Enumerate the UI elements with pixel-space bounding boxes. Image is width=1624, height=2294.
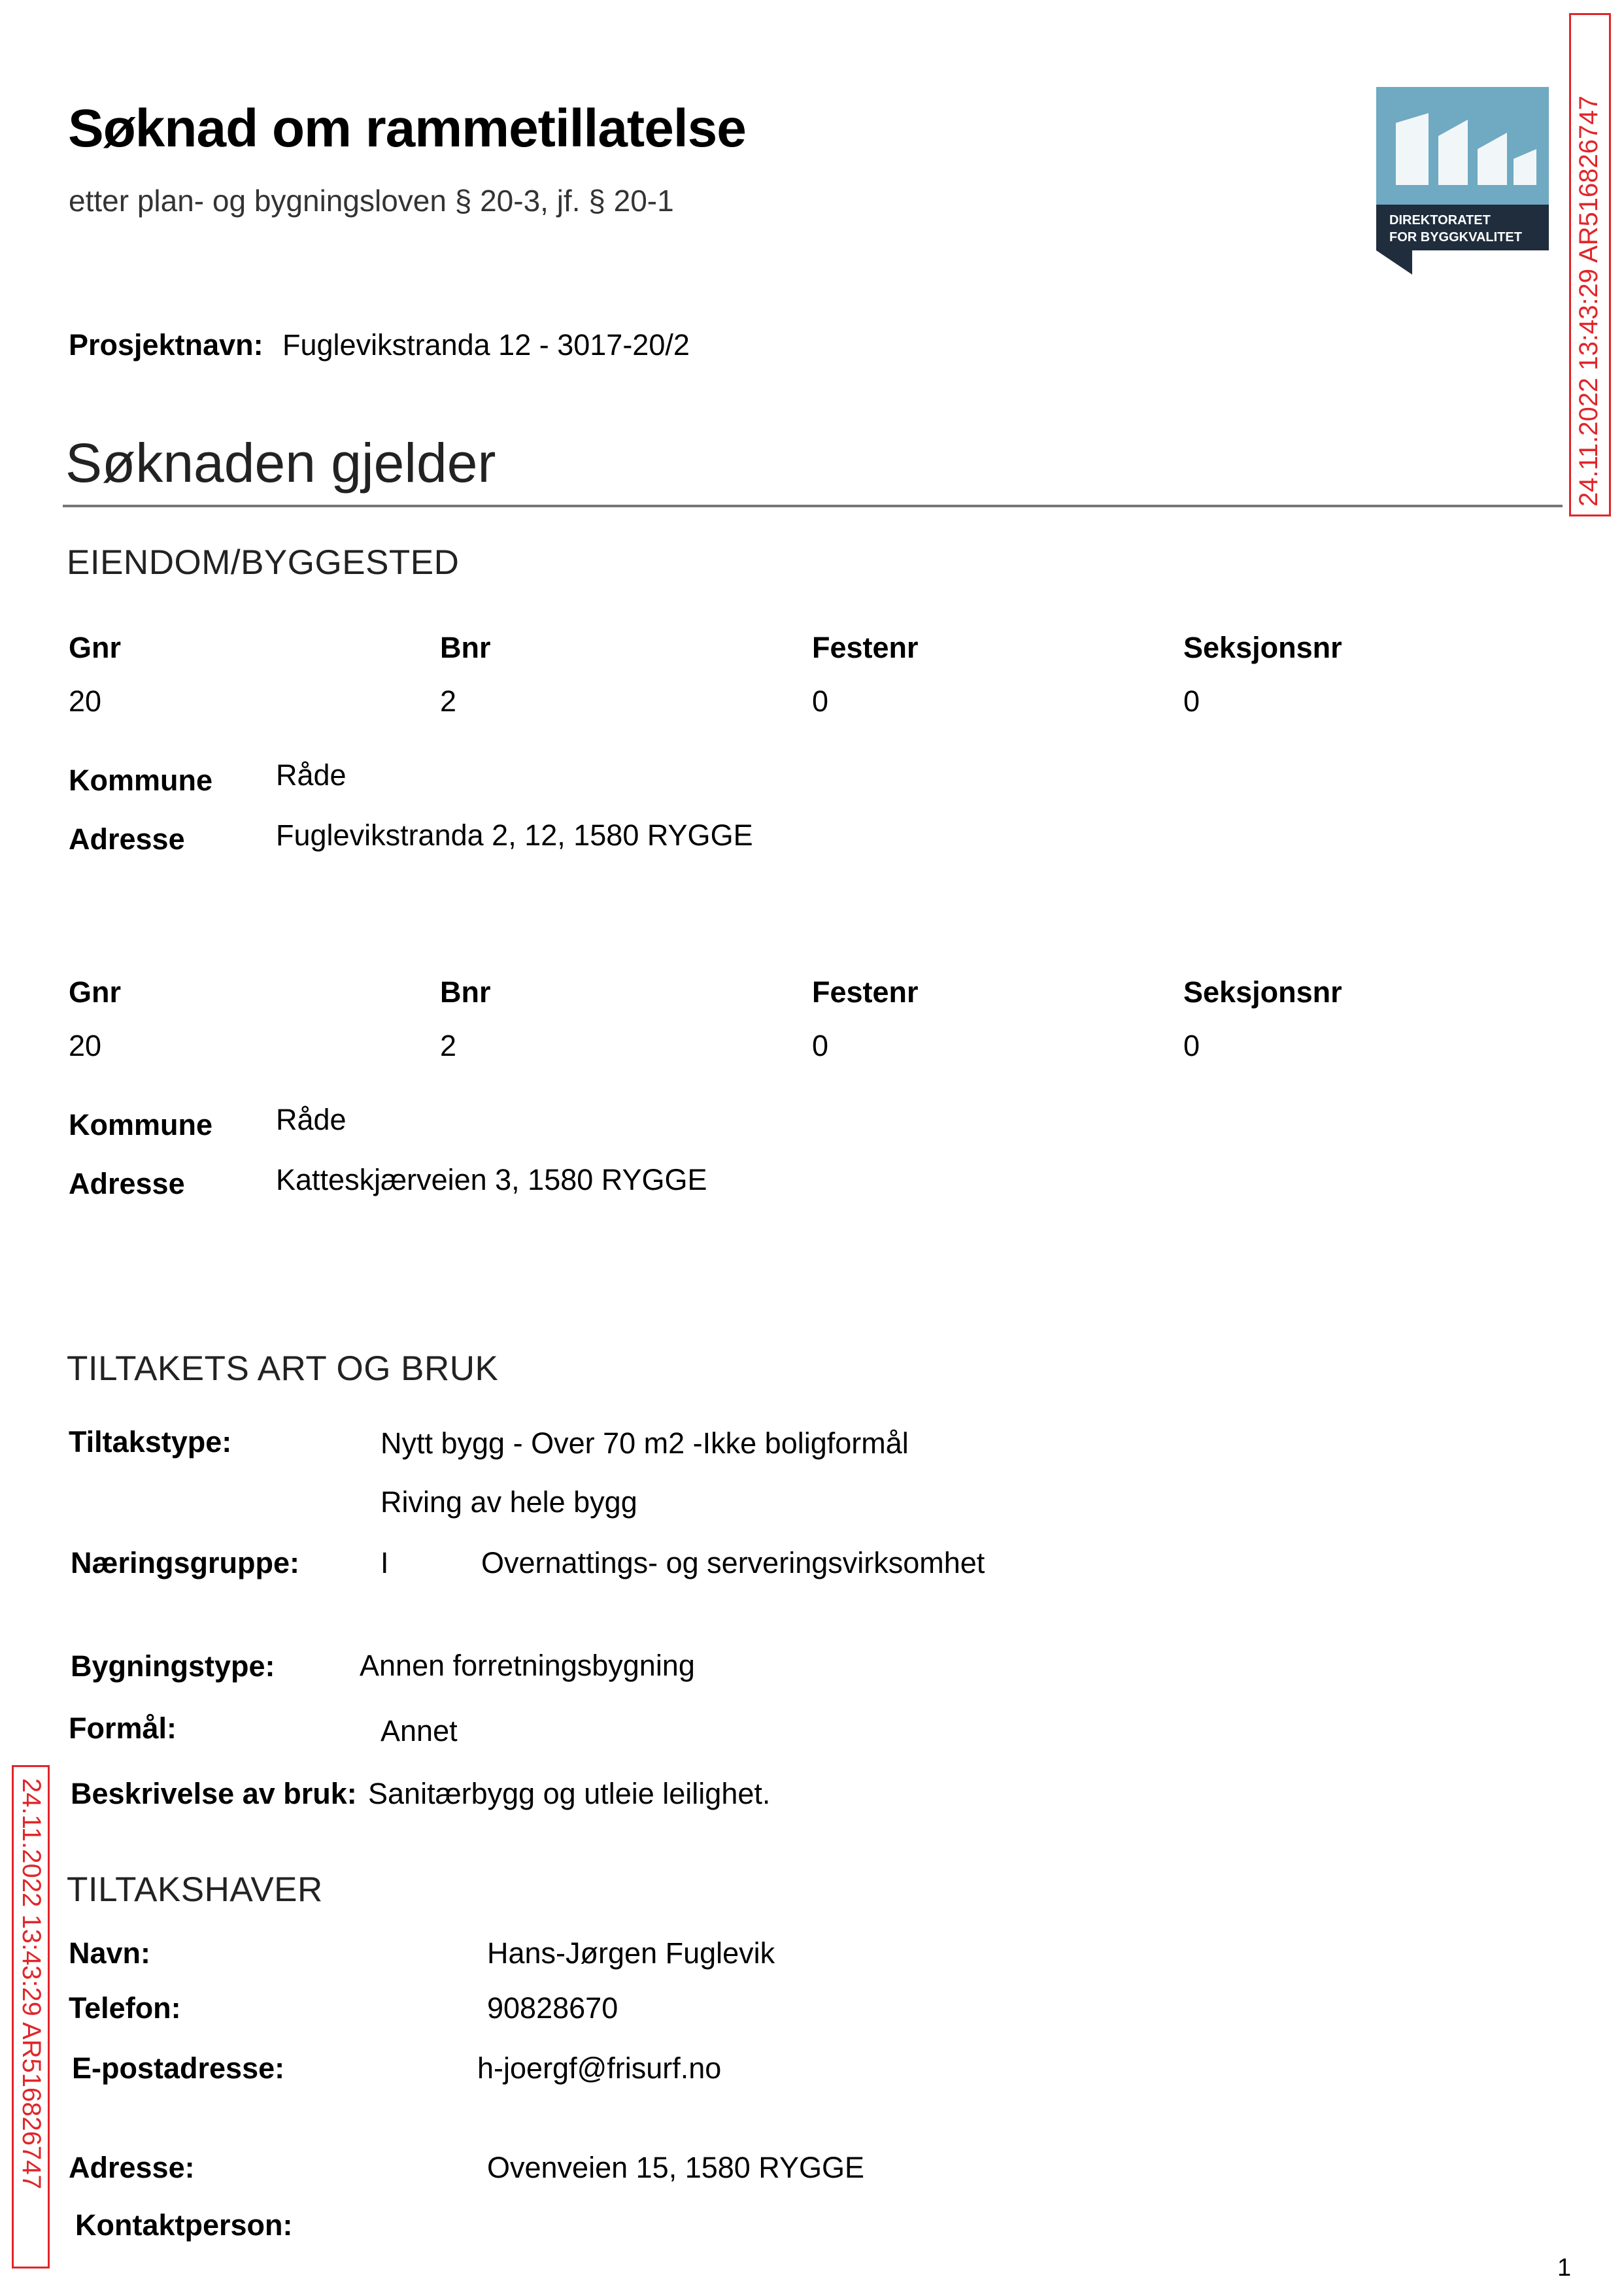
telefon-label: Telefon: — [69, 1991, 181, 2025]
col-gnr: Gnr — [69, 975, 122, 1009]
festenr-value: 0 — [812, 1029, 829, 1062]
epost-label: E-postadresse: — [72, 2051, 285, 2085]
naeringsgruppe-label: Næringsgruppe: — [71, 1546, 300, 1579]
formal-label: Formål: — [69, 1712, 177, 1745]
tiltakstype-value-2: Riving av hele bygg — [381, 1485, 637, 1519]
page-number: 1 — [1557, 2254, 1572, 2282]
logo-line1: DIREKTORATET — [1389, 213, 1491, 228]
tiltak-heading: TILTAKETS ART OG BRUK — [67, 1349, 499, 1388]
dibk-logo-graphic — [1376, 87, 1549, 275]
festenr-value: 0 — [812, 684, 829, 718]
bygningstype-label: Bygningstype: — [71, 1649, 275, 1683]
kontaktperson-label: Kontaktperson: — [75, 2208, 293, 2242]
beskrivelse-label: Beskrivelse av bruk: — [71, 1777, 357, 1810]
bnr-value: 2 — [440, 684, 457, 718]
logo-line2: FOR BYGGKVALITET — [1389, 230, 1522, 245]
adresse-label: Adresse — [69, 1167, 185, 1200]
adresse-label: Adresse: — [69, 2151, 195, 2184]
project-value: Fuglevikstranda 12 - 3017-20/2 — [282, 328, 690, 362]
telefon-value: 90828670 — [487, 1991, 618, 2025]
bygningstype-value: Annen forretningsbygning — [360, 1649, 695, 1682]
eiendom-heading: EIENDOM/BYGGESTED — [67, 543, 460, 582]
gnr-value: 20 — [69, 684, 102, 718]
tiltakstype-value-1: Nytt bygg - Over 70 m2 -Ikke boligformål — [381, 1426, 909, 1460]
seksjonsnr-value: 0 — [1183, 1029, 1200, 1062]
col-gnr: Gnr — [69, 631, 122, 664]
dibk-logo — [1376, 87, 1549, 275]
kommune-label: Kommune — [69, 764, 213, 797]
beskrivelse-value: Sanitærbygg og utleie leilighet. — [368, 1777, 771, 1810]
tiltakstype-label: Tiltakstype: — [69, 1425, 232, 1459]
bnr-value: 2 — [440, 1029, 457, 1062]
section-title: Søknaden gjelder — [65, 432, 496, 494]
col-seksjonsnr: Seksjonsnr — [1183, 631, 1342, 664]
kommune-label: Kommune — [69, 1108, 213, 1141]
document-title: Søknad om rammetillatelse — [68, 99, 746, 158]
naeringsgruppe-code: I — [381, 1546, 389, 1579]
document-subtitle: etter plan- og bygningsloven § 20-3, jf. § 20-1 — [69, 184, 674, 218]
col-seksjonsnr: Seksjonsnr — [1183, 975, 1342, 1009]
navn-label: Navn: — [69, 1936, 151, 1970]
stamp-left-text: 24.11.2022 13:43:29 AR516826747 — [17, 1778, 46, 2189]
kommune-value: Råde — [276, 1103, 347, 1136]
gnr-value: 20 — [69, 1029, 102, 1062]
project-label: Prosjektnavn: — [69, 328, 263, 362]
col-bnr: Bnr — [440, 975, 491, 1009]
section-divider — [63, 505, 1563, 507]
tiltakshaver-heading: TILTAKSHAVER — [67, 1870, 323, 1909]
kommune-value: Råde — [276, 758, 347, 792]
epost-value: h-joergf@frisurf.no — [477, 2051, 722, 2085]
navn-value: Hans-Jørgen Fuglevik — [487, 1936, 775, 1970]
naeringsgruppe-value: Overnattings- og serveringsvirksomhet — [481, 1546, 985, 1579]
col-festenr: Festenr — [812, 975, 919, 1009]
seksjonsnr-value: 0 — [1183, 684, 1200, 718]
col-festenr: Festenr — [812, 631, 919, 664]
adresse-value: Katteskjærveien 3, 1580 RYGGE — [276, 1163, 707, 1196]
col-bnr: Bnr — [440, 631, 491, 664]
adresse-value: Fuglevikstranda 2, 12, 1580 RYGGE — [276, 818, 753, 852]
stamp-right-text: 24.11.2022 13:43:29 AR516826747 — [1574, 95, 1603, 507]
formal-value: Annet — [381, 1714, 458, 1747]
adresse-label: Adresse — [69, 822, 185, 856]
adresse-value: Ovenveien 15, 1580 RYGGE — [487, 2151, 865, 2184]
